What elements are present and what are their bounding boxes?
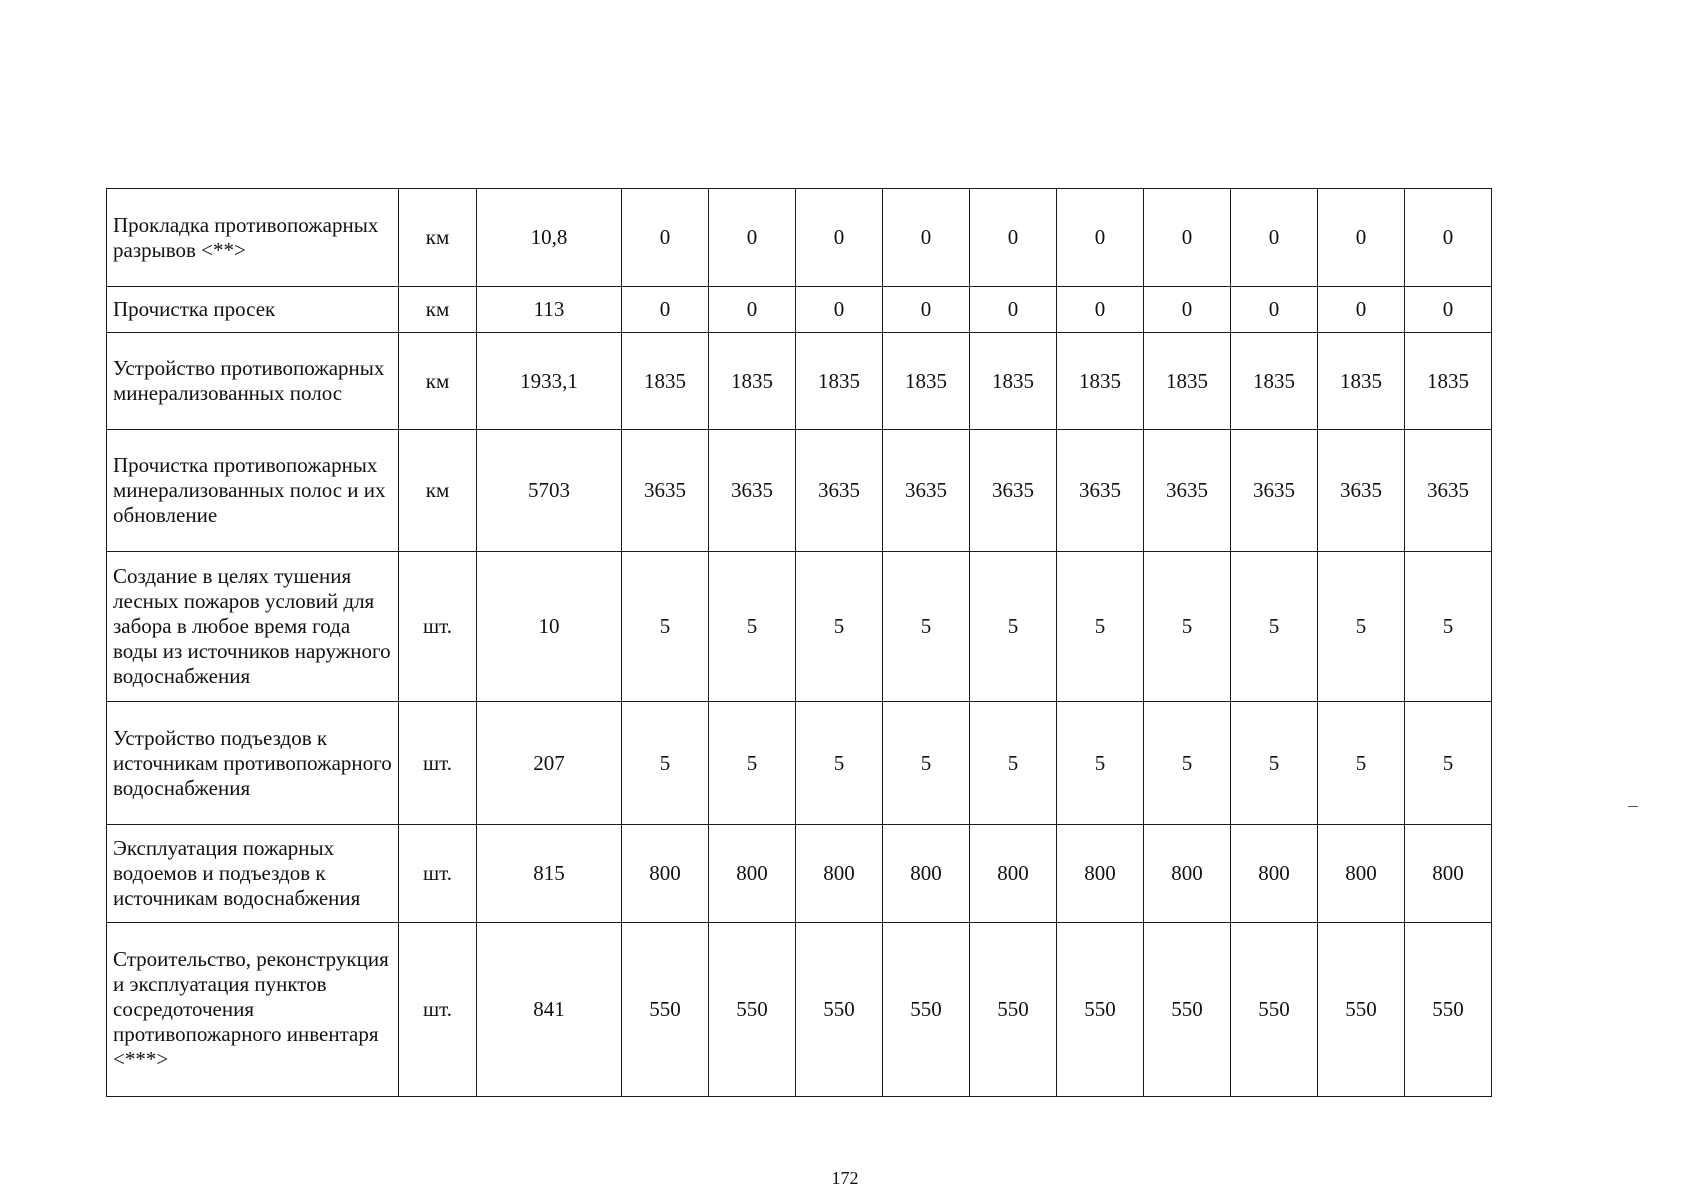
total-value-cell: 113 [477,287,622,333]
year-value-cell: 800 [1231,825,1318,923]
year-value-cell: 550 [1057,923,1144,1097]
year-value-cell: 1835 [622,333,709,430]
data-table [106,188,1492,1097]
table-row [107,825,1492,923]
year-value-cell: 3635 [622,430,709,552]
activity-name-cell: Прочистка противопожарных минерализованных полос и их обновление [107,430,399,552]
year-value-cell: 1835 [883,333,970,430]
total-value-cell: 815 [477,825,622,923]
year-value-cell: 550 [622,923,709,1097]
year-value-cell: 1835 [1144,333,1231,430]
unit-cell: км [399,333,477,430]
year-value-cell: 0 [1318,189,1405,287]
year-value-cell: 3635 [970,430,1057,552]
year-value-cell: 0 [796,287,883,333]
year-value-cell: 0 [1057,287,1144,333]
table-row [107,189,1492,287]
year-value-cell: 3635 [1318,430,1405,552]
total-value-cell: 10,8 [477,189,622,287]
year-value-cell: 5 [622,552,709,702]
year-value-cell: 550 [970,923,1057,1097]
year-value-cell: 800 [1144,825,1231,923]
year-value-cell: 3635 [1405,430,1492,552]
year-value-cell: 550 [1318,923,1405,1097]
activity-name-cell: Устройство подъездов к источникам противопожарного водоснабжения [107,702,399,825]
year-value-cell: 800 [796,825,883,923]
unit-cell: км [399,189,477,287]
year-value-cell: 5 [709,702,796,825]
year-value-cell: 0 [709,287,796,333]
year-value-cell: 5 [1405,702,1492,825]
year-value-cell: 0 [1231,287,1318,333]
year-value-cell: 5 [970,702,1057,825]
year-value-cell: 5 [1318,552,1405,702]
year-value-cell: 5 [883,552,970,702]
year-value-cell: 3635 [796,430,883,552]
year-value-cell: 800 [1057,825,1144,923]
year-value-cell: 0 [1144,287,1231,333]
year-value-cell: 3635 [883,430,970,552]
year-value-cell: 5 [1144,552,1231,702]
table-row [107,287,1492,333]
table-body [107,189,1492,1097]
year-value-cell: 3635 [1144,430,1231,552]
year-value-cell: 800 [970,825,1057,923]
total-value-cell: 207 [477,702,622,825]
year-value-cell: 800 [622,825,709,923]
year-value-cell: 5 [883,702,970,825]
activity-name-cell: Строительство, реконструкция и эксплуатация пунктов сосредоточения противопожарного инвентаря <***> [107,923,399,1097]
year-value-cell: 5 [1231,702,1318,825]
year-value-cell: 1835 [970,333,1057,430]
table-row [107,702,1492,825]
year-value-cell: 1835 [1231,333,1318,430]
page-number: 172 [831,1168,859,1188]
unit-cell: шт. [399,825,477,923]
activity-name-cell: Прочистка просек [107,287,399,333]
year-value-cell: 800 [883,825,970,923]
year-value-cell: 1835 [1318,333,1405,430]
year-value-cell: 0 [796,189,883,287]
table-row [107,552,1492,702]
year-value-cell: 5 [1057,702,1144,825]
unit-cell: шт. [399,923,477,1097]
year-value-cell: 5 [1231,552,1318,702]
year-value-cell: 0 [1057,189,1144,287]
table-row [107,923,1492,1097]
year-value-cell: 0 [883,189,970,287]
year-value-cell: 5 [1318,702,1405,825]
year-value-cell: 0 [883,287,970,333]
year-value-cell: 800 [709,825,796,923]
year-value-cell: 0 [970,287,1057,333]
total-value-cell: 1933,1 [477,333,622,430]
year-value-cell: 3635 [1057,430,1144,552]
year-value-cell: 0 [622,189,709,287]
year-value-cell: 0 [622,287,709,333]
year-value-cell: 550 [1405,923,1492,1097]
year-value-cell: 550 [796,923,883,1097]
year-value-cell: 550 [1231,923,1318,1097]
year-value-cell: 0 [1318,287,1405,333]
year-value-cell: 5 [970,552,1057,702]
year-value-cell: 3635 [1231,430,1318,552]
table-row [107,430,1492,552]
year-value-cell: 550 [709,923,796,1097]
year-value-cell: 800 [1318,825,1405,923]
activity-name-cell: Прокладка противопожарных разрывов <**> [107,189,399,287]
year-value-cell: 1835 [1405,333,1492,430]
activity-name-cell: Эксплуатация пожарных водоемов и подъездов к источникам водоснабжения [107,825,399,923]
year-value-cell: 1835 [796,333,883,430]
total-value-cell: 10 [477,552,622,702]
year-value-cell: 550 [1144,923,1231,1097]
unit-cell: шт. [399,702,477,825]
unit-cell: км [399,430,477,552]
year-value-cell: 5 [796,552,883,702]
year-value-cell: 1835 [1057,333,1144,430]
year-value-cell: 0 [1405,189,1492,287]
year-value-cell: 5 [796,702,883,825]
year-value-cell: 0 [1405,287,1492,333]
year-value-cell: 0 [1144,189,1231,287]
year-value-cell: 550 [883,923,970,1097]
year-value-cell: 5 [1144,702,1231,825]
year-value-cell: 0 [970,189,1057,287]
table-row [107,333,1492,430]
year-value-cell: 0 [709,189,796,287]
unit-cell: шт. [399,552,477,702]
margin-mark [1628,806,1638,807]
year-value-cell: 0 [1231,189,1318,287]
year-value-cell: 3635 [709,430,796,552]
year-value-cell: 5 [622,702,709,825]
unit-cell: км [399,287,477,333]
year-value-cell: 5 [1057,552,1144,702]
activity-name-cell: Устройство противопожарных минерализованных полос [107,333,399,430]
year-value-cell: 5 [709,552,796,702]
year-value-cell: 1835 [709,333,796,430]
year-value-cell: 5 [1405,552,1492,702]
total-value-cell: 5703 [477,430,622,552]
activity-name-cell: Создание в целях тушения лесных пожаров условий для забора в любое время года воды из источников наружного водоснабжения [107,552,399,702]
year-value-cell: 800 [1405,825,1492,923]
total-value-cell: 841 [477,923,622,1097]
